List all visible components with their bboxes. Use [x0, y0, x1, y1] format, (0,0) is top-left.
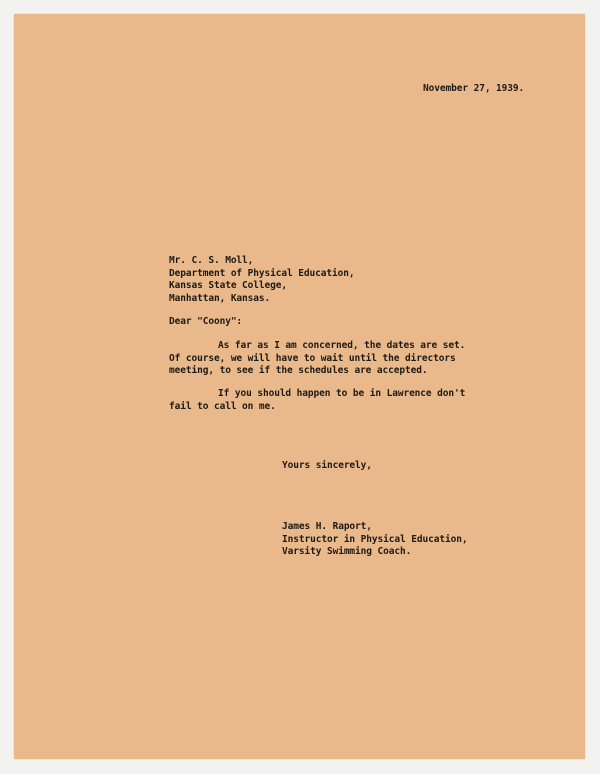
salutation: Dear "Coony":: [169, 316, 243, 327]
signature-line: Varsity Swimming Coach.: [282, 546, 412, 557]
recipient-line: Mr. C. S. Moll,: [169, 255, 254, 266]
recipient-line: Department of Physical Education,: [169, 267, 355, 279]
letter-date: November 27, 1939.: [423, 83, 525, 94]
paragraph-line: Of course, we will have to wait until the directors: [169, 352, 456, 364]
signature-line: Instructor in Physical Education,: [282, 533, 468, 545]
paragraph-line: meeting, to see if the schedules are accepted.: [169, 365, 428, 376]
paragraph-line: fail to call on me.: [169, 400, 276, 412]
signature-line: James H. Raport,: [282, 521, 372, 532]
recipient-line: Kansas State College,: [169, 280, 288, 291]
letter-page: [14, 14, 585, 759]
letter-body: [14, 14, 585, 759]
closing: Yours sincerely,: [282, 460, 372, 471]
recipient-line: Manhattan, Kansas.: [169, 292, 271, 304]
paragraph-line: As far as I am concerned, the dates are set.: [218, 340, 466, 351]
paragraph-line: If you should happen to be in Lawrence don't: [218, 388, 466, 399]
